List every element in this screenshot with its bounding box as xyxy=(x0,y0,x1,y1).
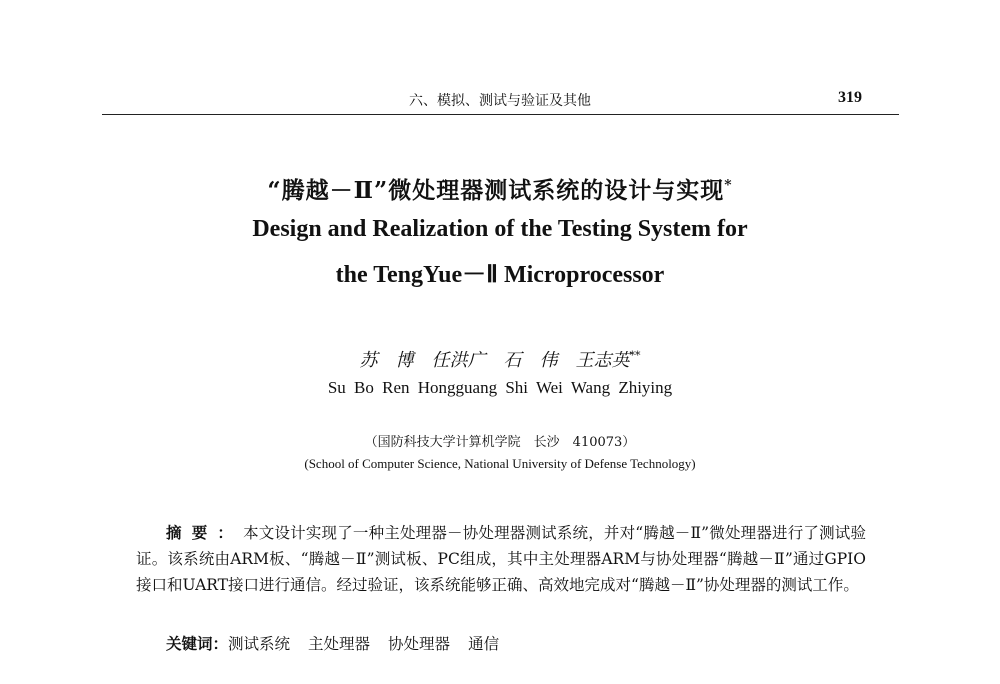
keyword-item: 通信 xyxy=(468,635,500,653)
title-english-line-1: Design and Realization of the Testing System for xyxy=(252,216,748,242)
affiliation-chinese: （国防科技大学计算机学院 长沙 410073） xyxy=(364,435,636,450)
keyword-item: 协处理器 xyxy=(388,635,451,653)
page-number: 319 xyxy=(838,89,862,106)
keywords-label: 关键词： xyxy=(166,634,229,653)
keyword-item: 测试系统 xyxy=(228,635,291,653)
affiliation-english: (School of Computer Science, National University of Defense Technology) xyxy=(304,456,696,471)
abstract xyxy=(136,520,866,598)
authors-chinese xyxy=(0,346,1000,372)
abstract-text: 本文设计实现了一种主处理器－协处理器测试系统，并对“腾越－Ⅱ”微处理器进行了测试验证。该系统由ARM板、“腾越－Ⅱ”测试板、PC组成，其中主处理器ARM与协处理器“腾越－Ⅱ”通过GPIO接口和UART接口进行通信。经过验证，该系统能够正确、高效地完成对“腾越－Ⅱ”协处理器的测试工作。 xyxy=(136,524,866,594)
title-english-line-2: the TengYue－Ⅱ Microprocessor xyxy=(335,262,665,288)
running-head: 六、模拟、测试与验证及其他 xyxy=(409,93,591,109)
keyword-item: 主处理器 xyxy=(308,635,371,653)
title-footnote-mark: * xyxy=(724,177,733,194)
header-rule xyxy=(102,114,899,115)
authors-chinese-text: 苏 博 任洪广 石 伟 王志英 xyxy=(359,350,630,371)
author-footnote-mark: ** xyxy=(629,349,641,362)
abstract-label: 摘要： xyxy=(166,523,244,542)
title-chinese xyxy=(0,172,1000,205)
authors-english: Su Bo Ren Hongguang Shi Wei Wang Zhiying xyxy=(327,378,673,397)
title-chinese-text: “腾越－Ⅱ”微处理器测试系统的设计与实现 xyxy=(267,177,725,204)
keywords xyxy=(166,632,517,654)
